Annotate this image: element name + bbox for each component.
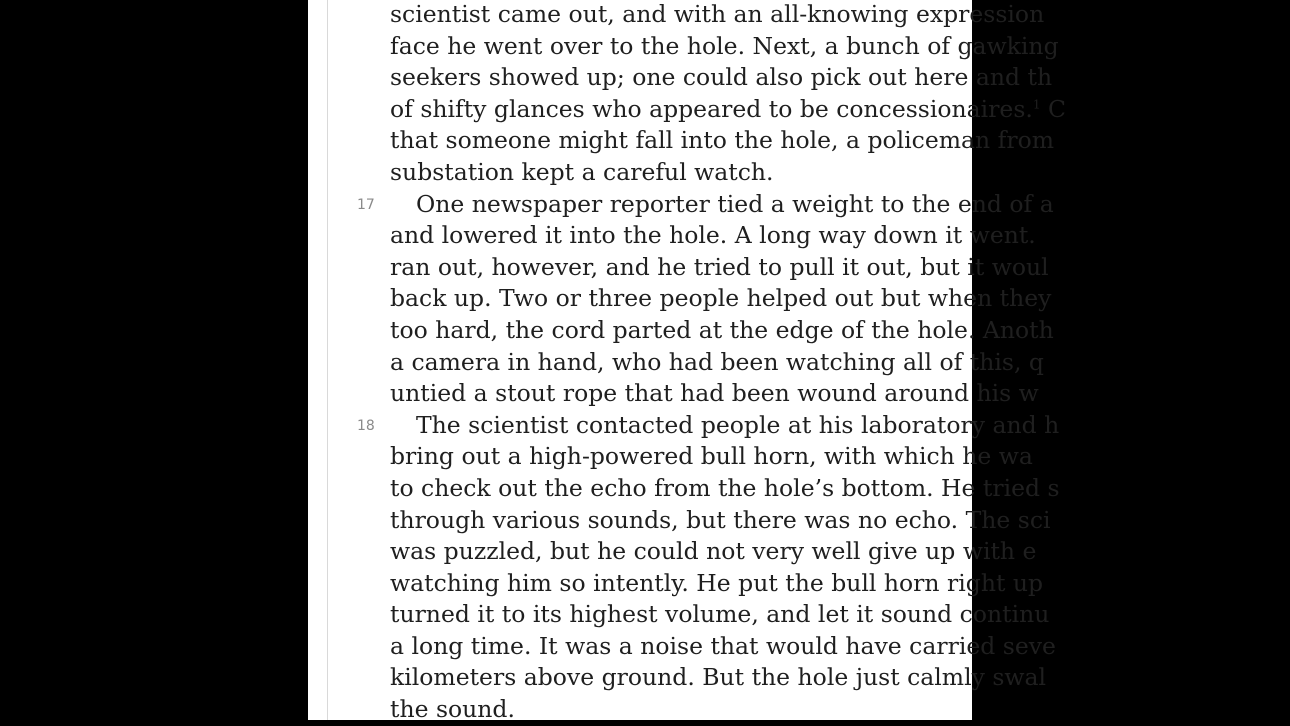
- text-line: [390, 473, 1290, 505]
- text-line: [390, 315, 1290, 347]
- text-line: [390, 599, 1290, 631]
- text-line: [390, 220, 1290, 252]
- line-text-before-footnote: of shifty glances who appeared to be concessionaires.: [390, 94, 1033, 123]
- margin-rule: [327, 0, 328, 720]
- line-text: [390, 95, 1066, 123]
- line-text: seekers showed up; one could also pick out here and th: [390, 63, 1053, 92]
- line-text: back up. Two or three people helped out but when they: [390, 284, 1052, 313]
- document-page: [308, 0, 1066, 724]
- line-text: to check out the echo from the hole’s bottom. He tried s: [390, 473, 1060, 502]
- line-text: ran out, however, and he tried to pull it out, but it woul: [390, 252, 1049, 281]
- text-line: [390, 662, 1290, 694]
- line-text: The scientist contacted people at his laboratory and h: [416, 410, 1060, 439]
- line-text: One newspaper reporter tied a weight to the end of a: [416, 189, 1054, 218]
- text-line: [390, 283, 1290, 315]
- line-text: turned it to its highest volume, and let it sound continu: [390, 600, 1050, 629]
- text-line: [390, 694, 1290, 726]
- line-text: a camera in hand, who had been watching all of this, q: [390, 347, 1044, 376]
- text-line: [390, 0, 1290, 31]
- text-line: [390, 631, 1290, 663]
- line-text: substation kept a careful watch.: [390, 157, 774, 186]
- text-line: [390, 441, 1290, 473]
- line-text: the sound.: [390, 695, 515, 724]
- line-text: too hard, the cord parted at the edge of the hole. Anoth: [390, 315, 1054, 344]
- line-text: face he went over to the hole. Next, a bunch of gawking: [390, 31, 1059, 60]
- text-line: [390, 252, 1290, 284]
- text-line: [390, 505, 1290, 537]
- paragraph-number: 17: [357, 196, 375, 213]
- line-text: scientist came out, and with an all-knowing expression: [390, 0, 1045, 28]
- text-line: [390, 62, 1290, 94]
- text-line: [390, 378, 1290, 410]
- line-text: untied a stout rope that had been wound around his w: [390, 379, 1039, 408]
- line-text: kilometers above ground. But the hole just calmly swal: [390, 663, 1047, 692]
- text-line: [390, 568, 1290, 600]
- line-text: was puzzled, but he could not very well give up with e: [390, 537, 1037, 566]
- paragraph-number: 18: [357, 417, 375, 434]
- text-line: [390, 125, 1290, 157]
- paragraph-17-first-line: [357, 189, 1290, 221]
- text-line: [390, 94, 1290, 126]
- text-line: [390, 31, 1290, 63]
- body-text: [357, 0, 1290, 726]
- text-line: [390, 536, 1290, 568]
- line-text: that someone might fall into the hole, a policeman from: [390, 126, 1055, 155]
- footnote-marker[interactable]: 1: [1032, 97, 1041, 112]
- line-text: watching him so intently. He put the bull horn right up: [390, 568, 1044, 597]
- line-text-after-footnote: C: [1040, 94, 1066, 123]
- text-line: [390, 157, 1290, 189]
- line-text: and lowered it into the hole. A long way down it went.: [390, 221, 1036, 250]
- line-text: through various sounds, but there was no echo. The sci: [390, 505, 1051, 534]
- text-line: [390, 347, 1290, 379]
- paragraph-18-first-line: [357, 410, 1290, 442]
- line-text: a long time. It was a noise that would have carried seve: [390, 631, 1056, 660]
- line-text: bring out a high-powered bull horn, with which he wa: [390, 442, 1033, 471]
